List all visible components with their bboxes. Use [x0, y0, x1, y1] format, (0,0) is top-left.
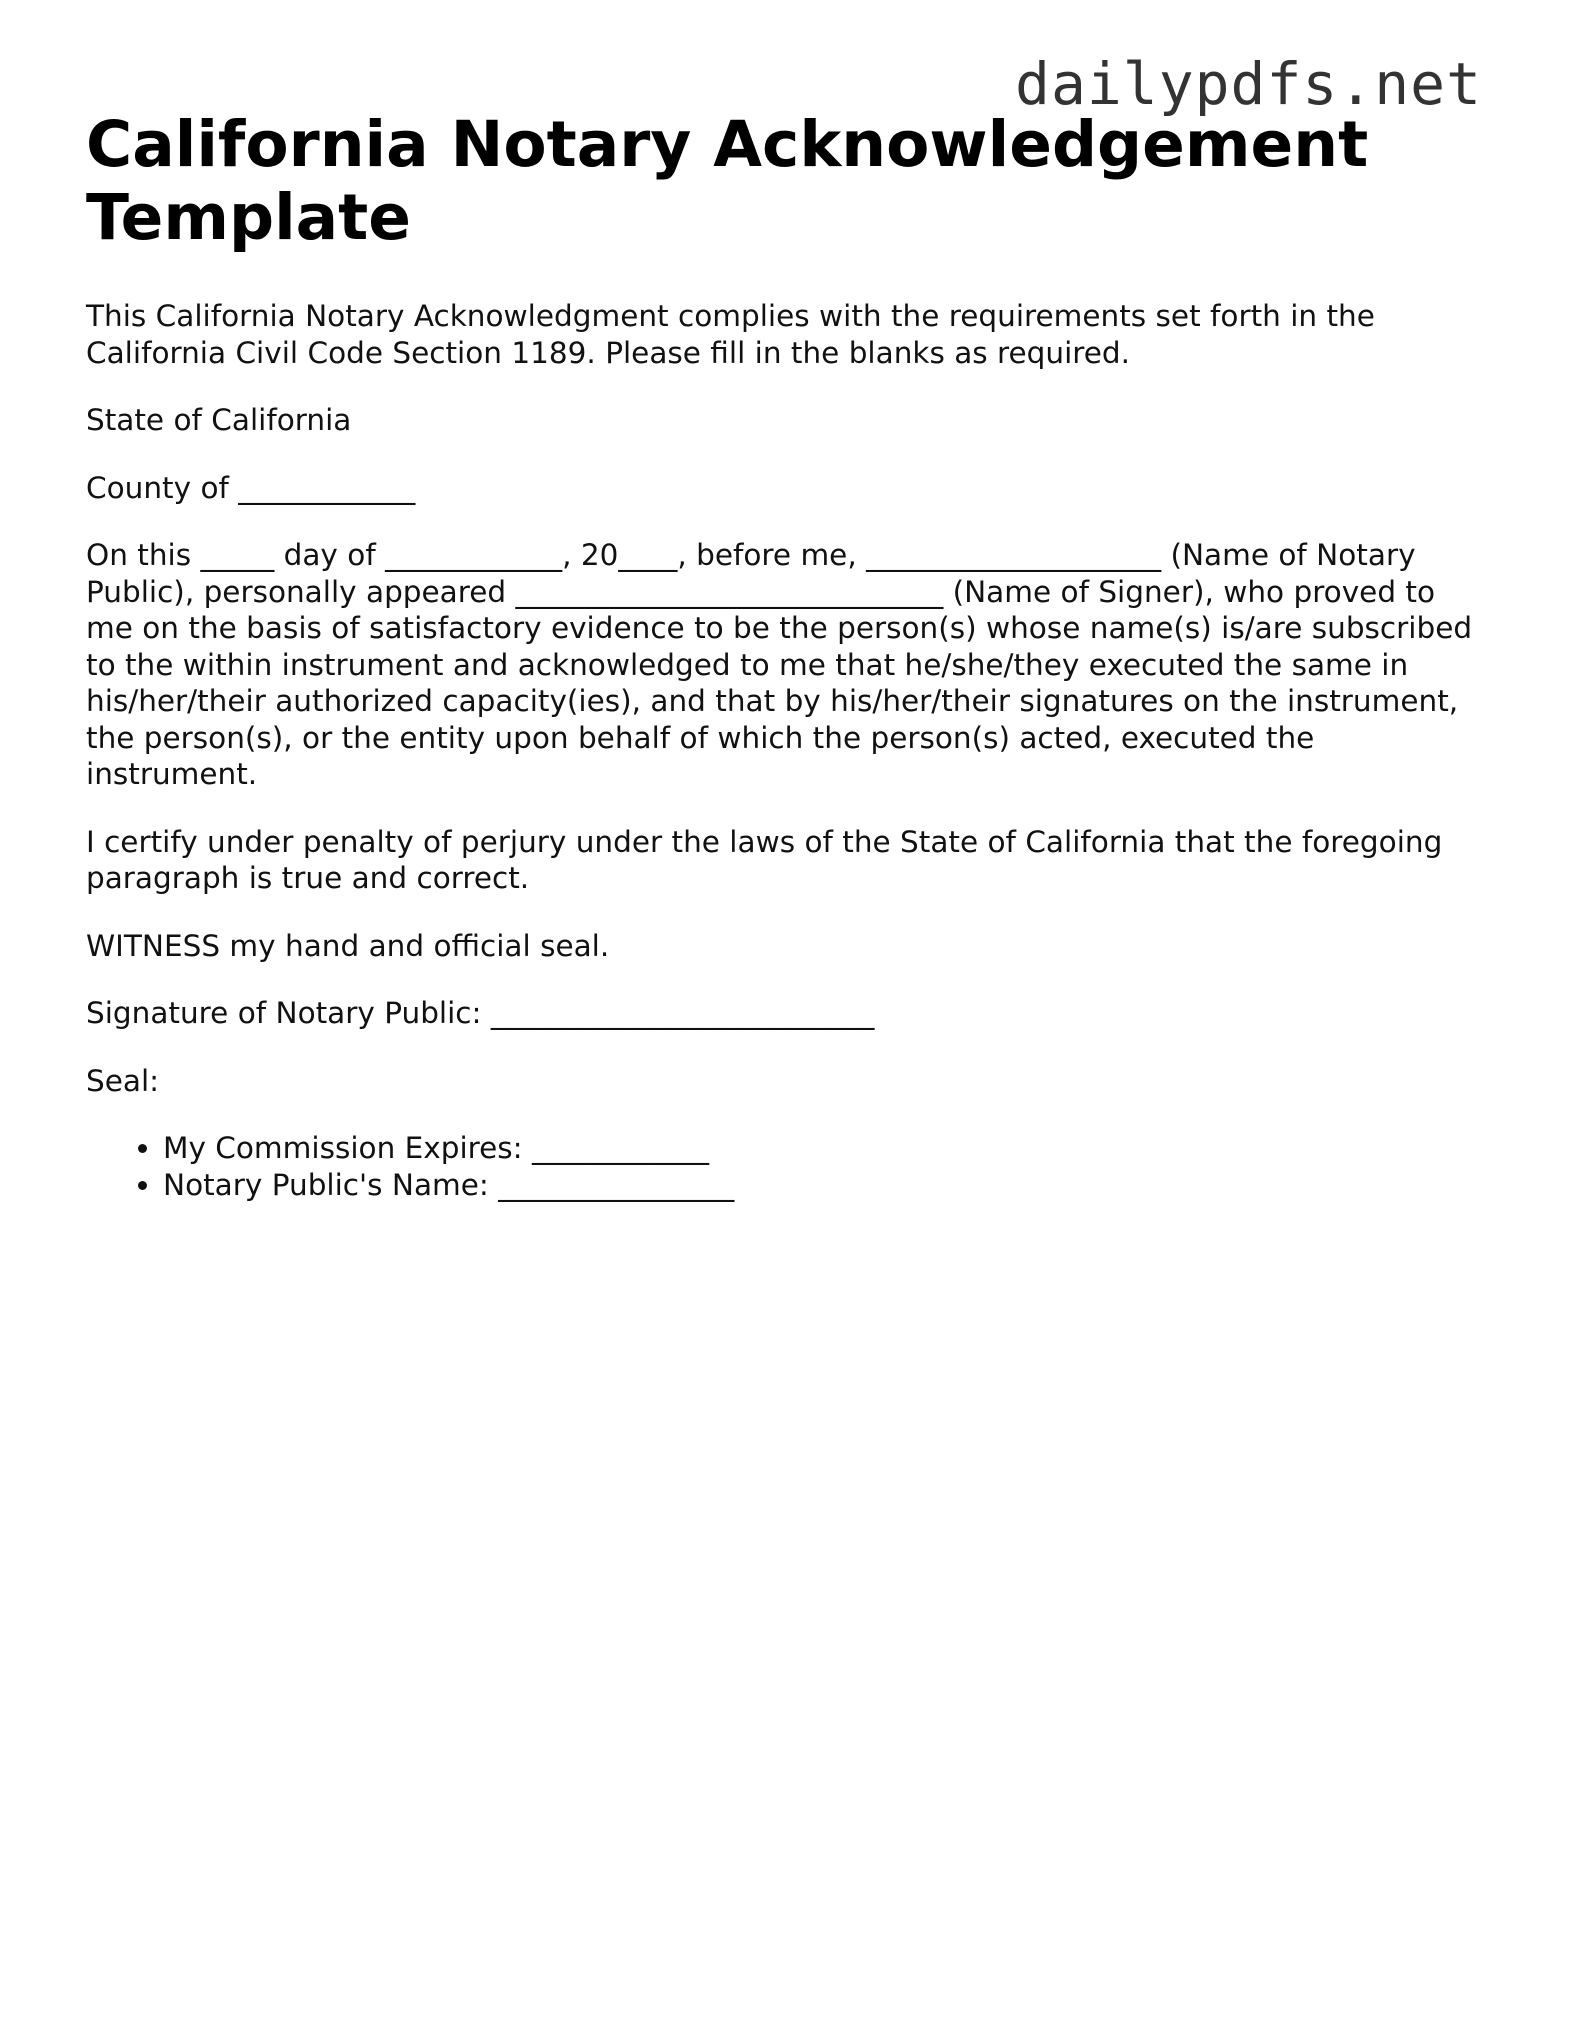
county-line: County of ____________	[86, 470, 416, 505]
acknowledgment-paragraph: On this _____ day of ____________, 20____, before me, ____________________ (Name of Notary Public), personally appeared _____________________________ (Name of Signer), who proved to me on the basis of satisfactory evidence to be the person(s) whose name(s) is/are subscribed to the within instrument and acknowledged to me that he/she/they executed the same in his/her/their authorized capacity(ies), and that by his/her/their signatures on the instrument, the person(s), or the entity upon behalf of which the person(s) acted, executed the instrument.	[86, 538, 1473, 791]
list-item-commission-expires: • My Commission Expires: ____________	[163, 1130, 1486, 1167]
watermark-logo: dailypdfs.net	[1015, 50, 1482, 118]
list-item-notary-name: • Notary Public's Name: ________________	[163, 1167, 1486, 1204]
document-body	[86, 298, 1486, 1203]
intro-paragraph: This California Notary Acknowledgment complies with the requirements set forth in the California Civil Code Section 1189. Please fill in the blanks as required.	[86, 299, 1375, 370]
document-page	[86, 108, 1486, 1203]
state-line: State of California	[86, 403, 352, 437]
document-title: California Notary Acknowledgement Template	[86, 108, 1369, 254]
certify-paragraph: I certify under penalty of perjury under the laws of the State of California that the foregoing paragraph is true and correct.	[86, 824, 1443, 895]
witness-line: WITNESS my hand and official seal.	[86, 928, 610, 963]
notary-details-list	[86, 1130, 1486, 1203]
seal-label: Seal:	[86, 1063, 160, 1098]
signature-line: Signature of Notary Public: __________________________	[86, 996, 875, 1030]
